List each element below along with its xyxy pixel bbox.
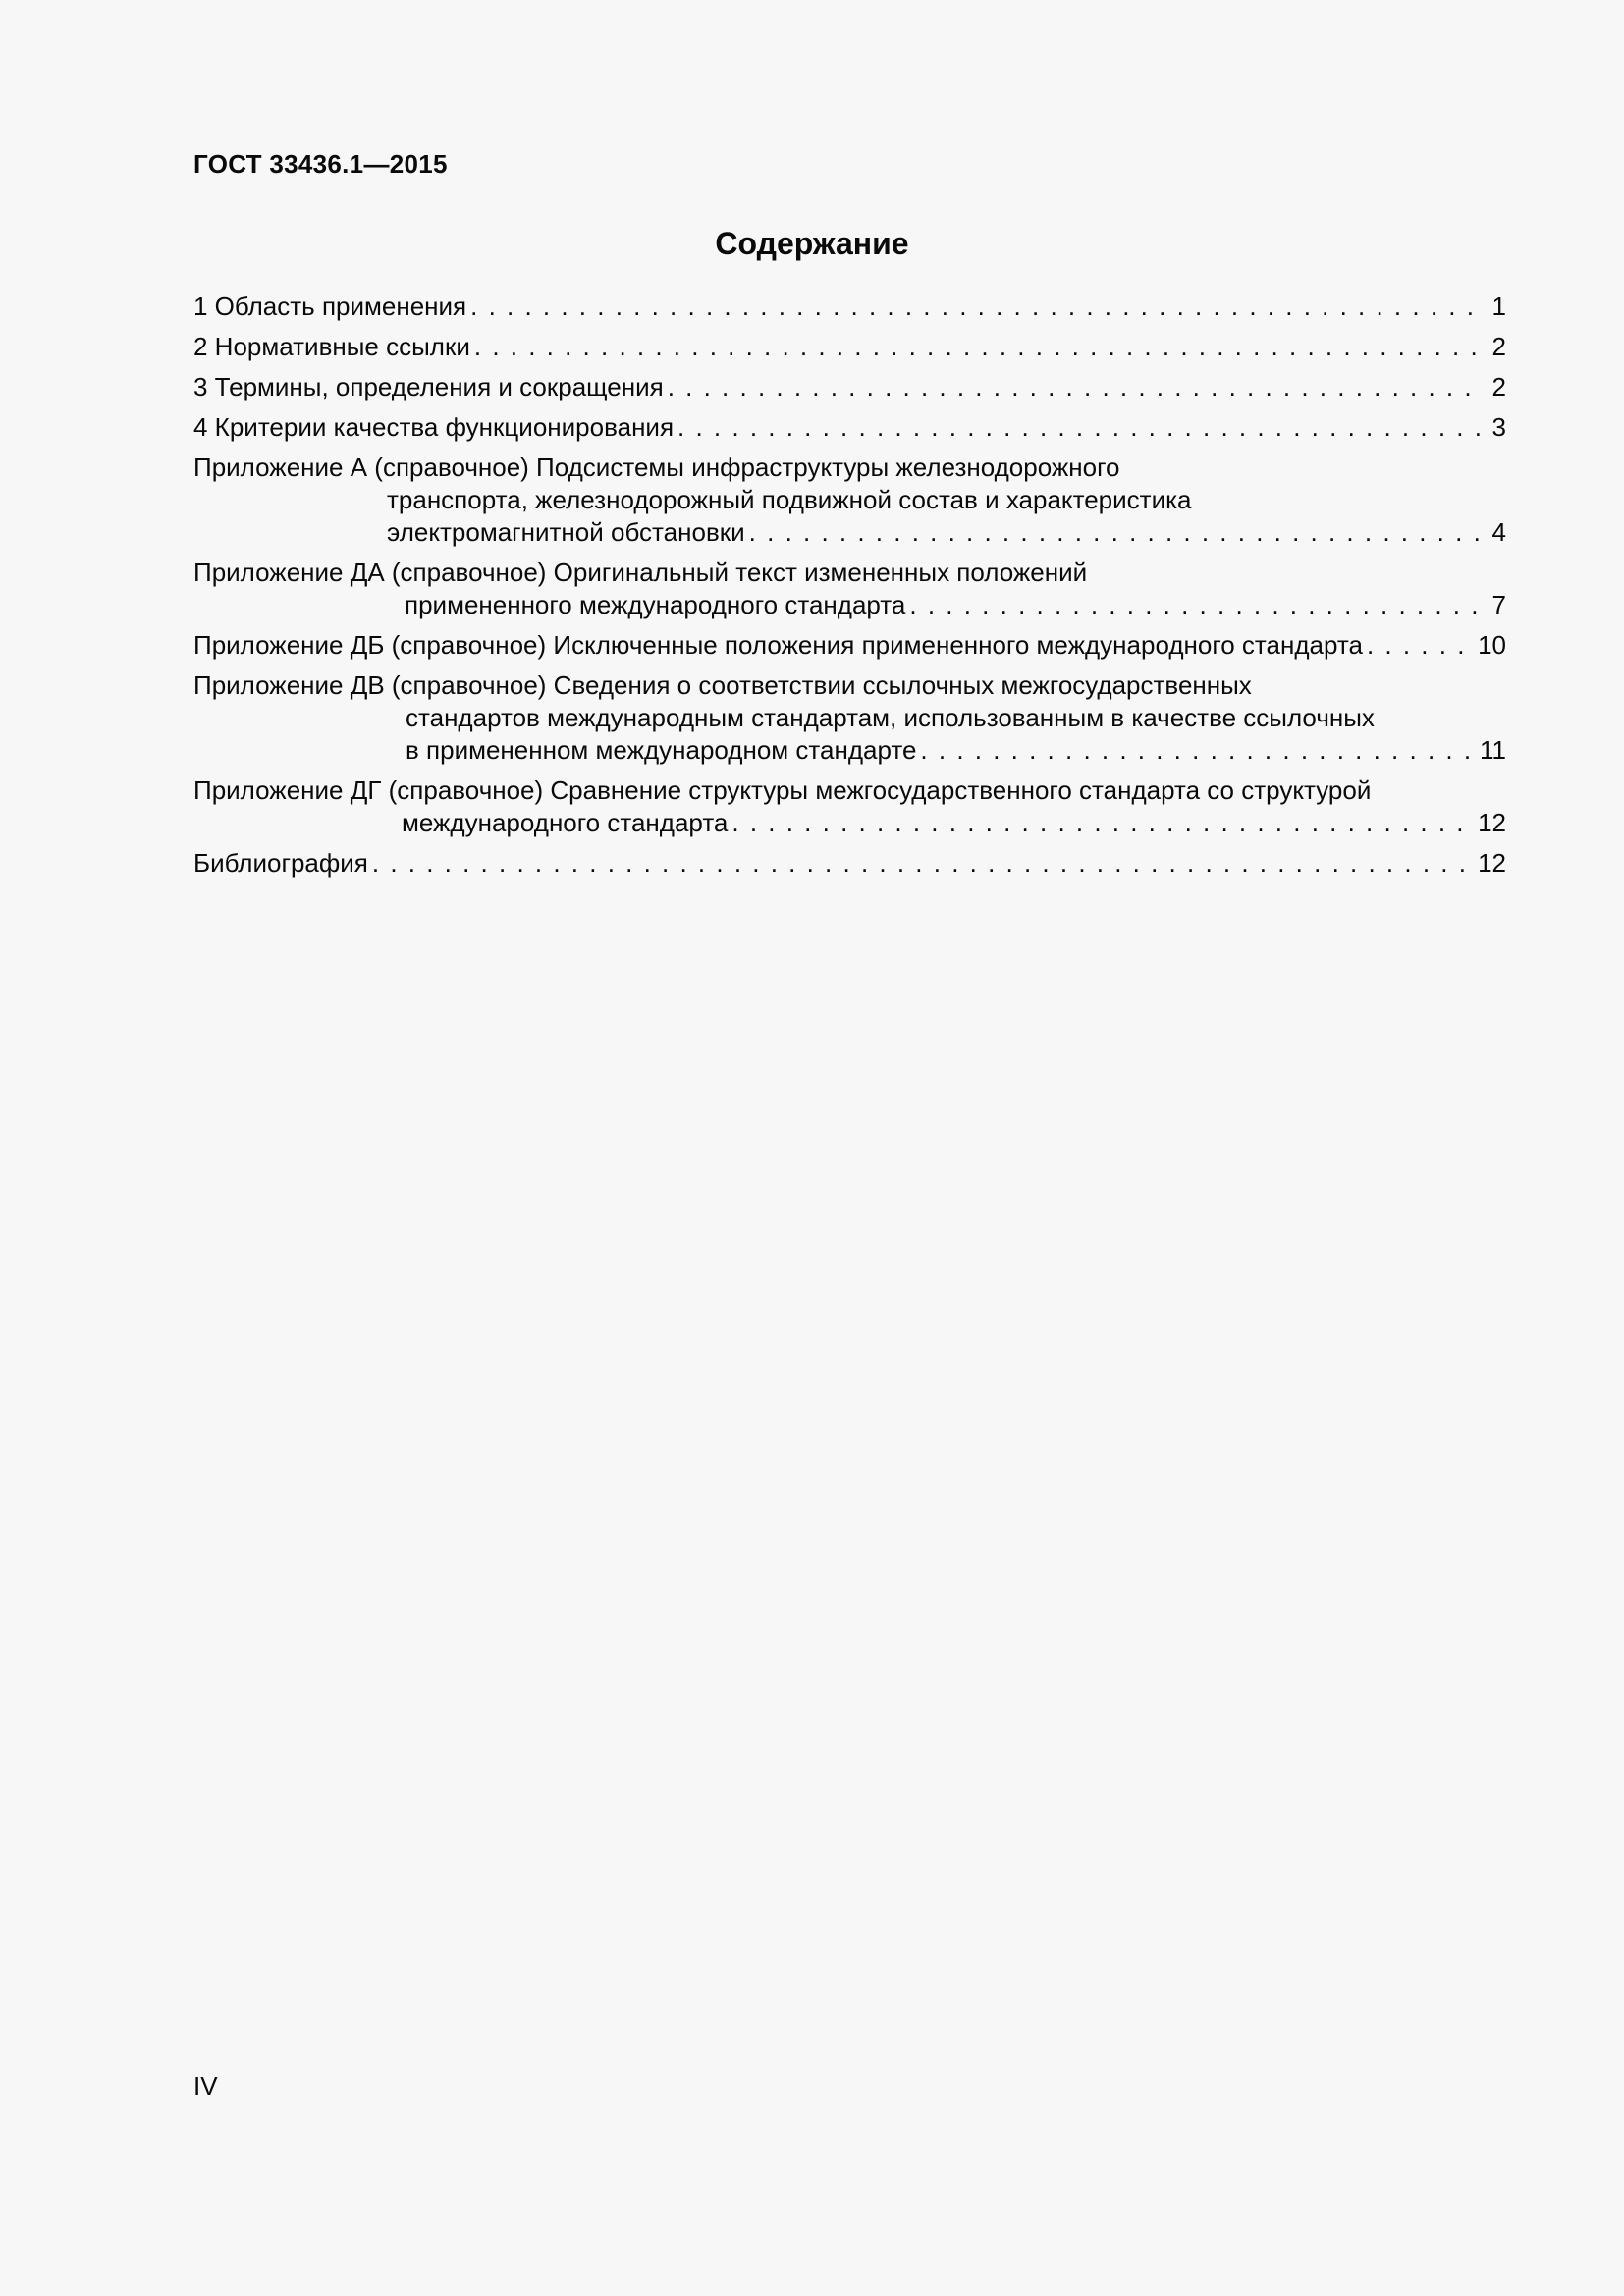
toc-entry-text-continuation: транспорта, железнодорожный подвижной состав и характеристика [387,485,1192,514]
toc-leader-dots [1367,629,1468,662]
toc-page-number: 2 [1491,372,1506,401]
toc-entry-text-continuation: стандартов международным стандартам, использованным в качестве ссылочных [406,703,1375,732]
page-number: IV [193,2071,218,2101]
toc-entry-text: Приложение ДА (справочное) Оригинальный текст измененных положений [193,558,1088,587]
toc-entry-terms[interactable] [193,371,1506,403]
toc-entry-text-continuation: примененного международного стандарта [405,590,906,619]
toc-entry-text: Приложение ДВ (справочное) Сведения о соответствии ссылочных межгосударственных [193,670,1252,700]
toc-entry-text-continuation: в примененном международном стандарте [406,735,917,765]
toc-leader-dots [668,371,1483,403]
toc-entry-annex-db[interactable] [193,629,1506,662]
toc-entry-criteria[interactable] [193,411,1506,444]
toc-leader-dots [372,847,1468,880]
toc-page-number: 11 [1480,735,1506,765]
toc-leader-dots [749,516,1483,549]
toc-page-number: 4 [1491,517,1506,547]
toc-entry-text: Приложение ДГ (справочное) Сравнение структуры межгосударственного стандарта со структурой [193,775,1372,805]
toc-title: Содержание [715,226,909,261]
toc-entry-text: 1 Область применения [193,292,467,321]
toc-leader-dots [470,291,1482,323]
toc-page-number: 12 [1478,848,1506,878]
toc-leader-dots [677,411,1483,444]
toc-entry-scope[interactable] [193,291,1506,323]
toc-entry-text: 4 Критерии качества функционирования [193,412,675,442]
table-of-contents [193,291,1506,887]
toc-entry-annex-dv[interactable] [193,669,1506,767]
toc-leader-dots [731,807,1468,839]
toc-page-number: 2 [1491,332,1506,361]
toc-page-number: 3 [1491,412,1506,442]
document-code: ГОСТ 33436.1—2015 [193,149,448,179]
toc-page-number: 12 [1478,808,1506,837]
toc-leader-dots [920,734,1470,767]
toc-leader-dots [909,589,1482,621]
toc-entry-normative-references[interactable] [193,331,1506,363]
toc-entry-text: 3 Термины, определения и сокращения [193,372,664,401]
toc-page-number: 10 [1478,630,1506,660]
toc-entry-annex-da[interactable] [193,557,1506,621]
toc-entry-bibliography[interactable] [193,847,1506,880]
toc-entry-text: Приложение А (справочное) Подсистемы инфраструктуры железнодорожного [193,453,1120,482]
toc-entry-text: Приложение ДБ (справочное) Исключенные положения примененного международного стандарта [193,630,1363,660]
toc-entry-text-continuation: электромагнитной обстановки [387,517,745,547]
toc-page-number: 1 [1491,292,1506,321]
toc-page-number: 7 [1491,590,1506,619]
toc-entry-text: 2 Нормативные ссылки [193,332,470,361]
toc-entry-text: Библиография [193,848,368,878]
toc-leader-dots [474,331,1483,363]
toc-entry-annex-a[interactable] [193,452,1506,549]
toc-entry-annex-dg[interactable] [193,774,1506,839]
toc-entry-text-continuation: международного стандарта [402,808,729,837]
